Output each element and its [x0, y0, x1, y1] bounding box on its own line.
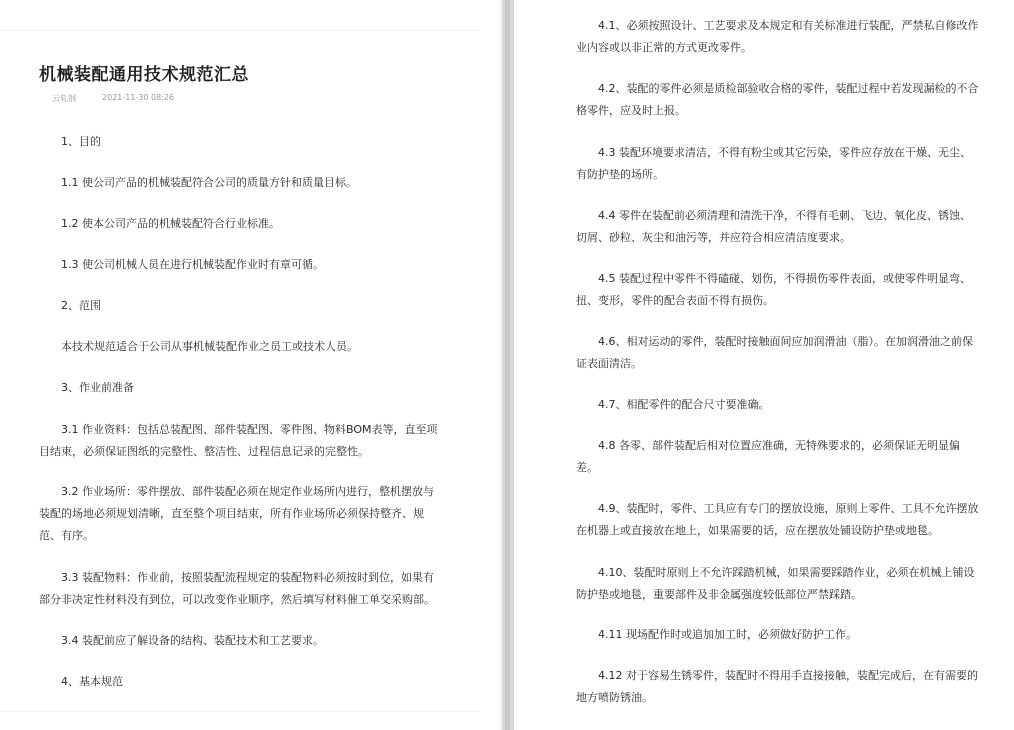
paragraph: 4.7、相配零件的配合尺寸要准确。 [598, 398, 770, 411]
paragraph: 3.3 装配物料：作业前，按照装配流程规定的装配物料必须按时到位，如果有部分非决定性材料没有到位，可以改变作业顺序，然后填写材料催工单交采购部。 [39, 571, 435, 606]
author-name[interactable]: 云轧钢 [52, 94, 76, 103]
paragraph: 4.2、装配的零件必须是质检部验收合格的零件，装配过程中若发现漏检的不合格零件，应及时上报。 [576, 82, 979, 117]
paragraph: 3.4 装配前应了解设备的结构、装配技术和工艺要求。 [61, 634, 324, 647]
paragraph: 4.10、装配时原则上不允许踩踏机械，如果需要踩踏作业，必须在机械上铺设防护垫或地毯，重要部件及非金属强度较低部位严禁踩踏。 [576, 566, 975, 601]
bottom-divider [0, 711, 480, 712]
paragraph: 4、基本规范 [61, 675, 123, 688]
paragraph: 1、目的 [61, 135, 101, 148]
paragraph: 4.11 现场配作时或追加加工时，必须做好防护工作。 [598, 628, 857, 641]
paragraph: 4.12 对于容易生锈零件，装配时不得用手直接接触，装配完成后，在有需要的地方喷防锈油。 [576, 669, 978, 704]
paragraph: 4.5 装配过程中零件不得磕碰、划伤，不得损伤零件表面，或使零件明显弯、扭、变形，零件的配合表面不得有损伤。 [576, 272, 971, 307]
paragraph: 4.1、必须按照设计、工艺要求及本规定和有关标准进行装配，严禁私自修改作业内容或以非正常的方式更改零件。 [576, 19, 979, 54]
paragraph: 3.1 作业资料：包括总装配图、部件装配图、零件图、物料BOM表等，直至项目结束，必须保证图纸的完整性、整洁性、过程信息记录的完整性。 [39, 423, 438, 458]
paragraph: 3、作业前准备 [61, 381, 134, 394]
paragraph: 4.6、相对运动的零件，装配时接触面间应加润滑油（脂）。在加润滑油之前保证表面清洁。 [576, 335, 973, 370]
paragraph: 4.8 各零、部件装配后相对位置应准确，无特殊要求的，必须保证无明显偏差。 [576, 439, 960, 474]
left-page [0, 0, 502, 730]
page-title: 机械装配通用技术规范汇总 [39, 65, 249, 85]
paragraph: 4.3 装配环境要求清洁，不得有粉尘或其它污染，零件应存放在干燥、无尘、有防护垫的场所。 [576, 146, 971, 181]
paragraph: 4.9、装配时，零件、工具应有专门的摆放设施，原则上零件、工具不允许摆放在机器上或直接放在地上，如果需要的话，应在摆放处铺设防护垫或地毯。 [576, 502, 979, 537]
article-meta [52, 93, 175, 104]
paragraph: 4.4 零件在装配前必须清理和清洗干净，不得有毛刺、飞边、氧化皮、锈蚀、切屑、砂粒、灰尘和油污等，并应符合相应清洁度要求。 [576, 209, 971, 244]
paragraph: 3.2 作业场所：零件摆放、部件装配必须在规定作业场所内进行，整机摆放与装配的场地必须规划清晰，直至整个项目结束，所有作业场所必须保持整齐、规范、有序。 [39, 485, 434, 542]
paragraph: 本技术规范适合于公司从事机械装配作业之员工或技术人员。 [61, 340, 358, 353]
publish-date: 2021-11-30 08:26 [102, 93, 175, 102]
top-divider [0, 30, 480, 31]
paragraph: 2、范围 [61, 299, 101, 312]
paragraph: 1.3 使公司机械人员在进行机械装配作业时有章可循。 [61, 258, 324, 271]
paragraph: 1.1 使公司产品的机械装配符合公司的质量方针和质量目标。 [61, 176, 357, 189]
page-split-handle[interactable] [505, 0, 510, 730]
paragraph: 1.2 使本公司产品的机械装配符合行业标准。 [61, 217, 280, 230]
